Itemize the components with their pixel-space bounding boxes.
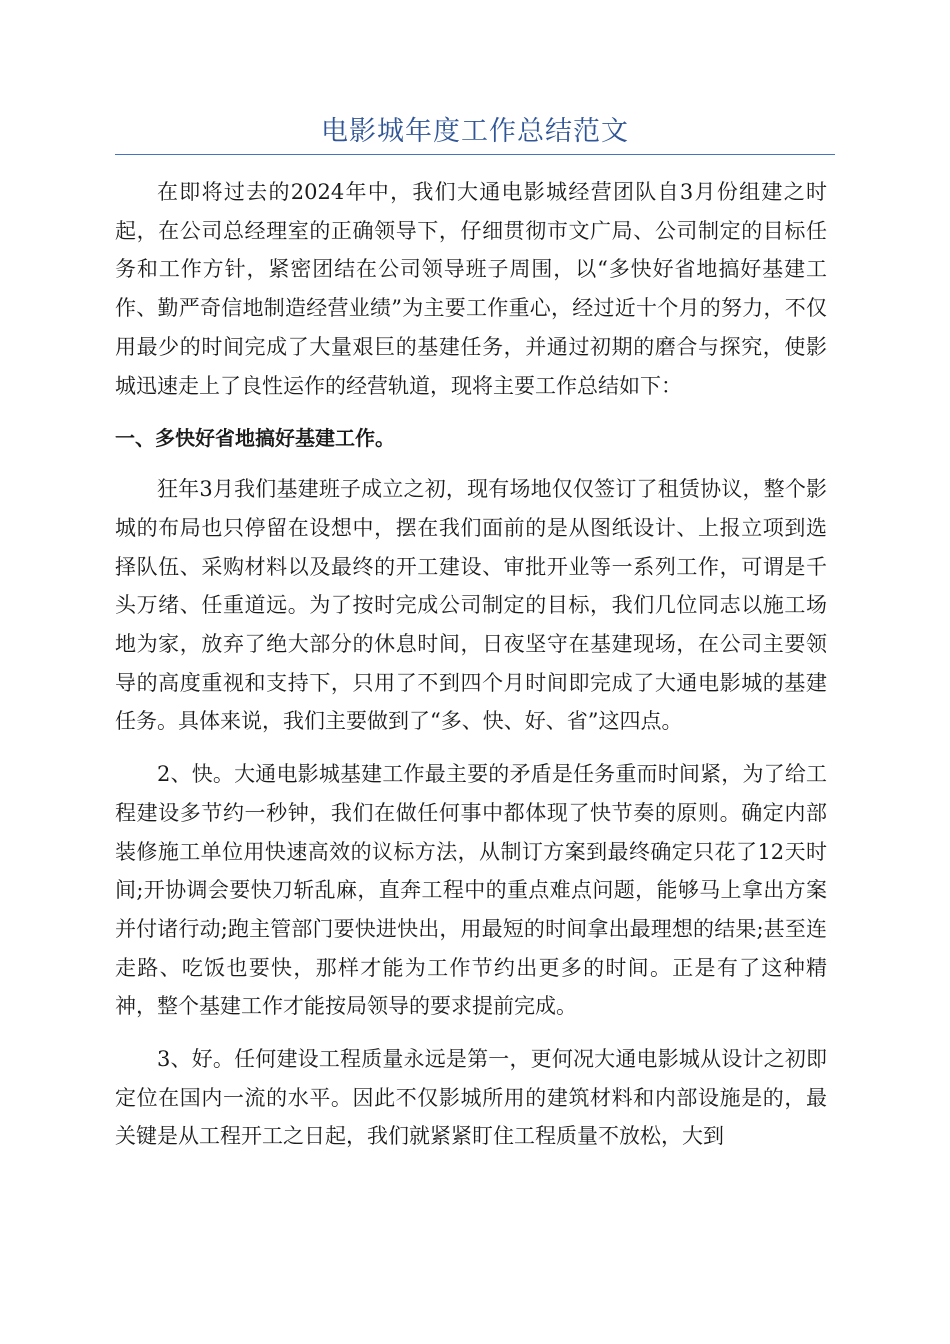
title-underline (115, 154, 835, 155)
paragraph-point-good: 3、好。任何建设工程质量永远是第一，更何况大通电影城从设计之初即定位在国内一流的水平。因此不仅影城所用的建筑材料和内部设施是的，最关键是从工程开工之日起，我们就紧紧盯住工程质量不放松，大到 (115, 1047, 827, 1149)
document-body (115, 173, 827, 1170)
paragraph-intro: 在即将过去的2024年中，我们大通电影城经营团队自3月份组建之时起，在公司总经理室的正确领导下，仔细贯彻市文广局、公司制定的目标任务和工作方针，紧密团结在公司领导班子周围，以“多快好省地搞好基建工作、勤严奇信地制造经营业绩”为主要工作重心，经过近十个月的努力，不仅用最少的时间完成了大量艰巨的基建任务，并通过初期的磨合与探究，使影城迅速走上了良性运作的经营轨道，现将主要工作总结如下： (115, 180, 827, 398)
section-heading-1: 一、多快好省地搞好基建工作。 (115, 426, 395, 451)
document-title: 电影城年度工作总结范文 (321, 116, 629, 147)
paragraph-section-1: 狂年3月我们基建班子成立之初，现有场地仅仅签订了租赁协议，整个影城的布局也只停留在设想中，摆在我们面前的是从图纸设计、上报立项到选择队伍、采购材料以及最终的开工建设、审批开业等一系列工作，可谓是千头万绪、任重道远。为了按时完成公司制定的目标，我们几位同志以施工场地为家，放弃了绝大部分的休息时间，日夜坚守在基建现场，在公司主要领导的高度重视和支持下，只用了不到四个月时间即完成了大通电影城的基建任务。具体来说，我们主要做到了“多、快、好、省”这四点。 (115, 477, 827, 734)
paragraph-point-fast: 2、快。大通电影城基建工作最主要的矛盾是任务重而时间紧，为了给工程建设多节约一秒钟，我们在做任何事中都体现了快节奏的原则。确定内部装修施工单位用快速高效的议标方法，从制订方案到最终确定只花了12天时间;开协调会要快刀斩乱麻，直奔工程中的重点难点问题，能够马上拿出方案并付诸行动;跑主管部门要快进快出，用最短的时间拿出最理想的结果;甚至连走路、吃饭也要快，那样才能为工作节约出更多的时间。正是有了这种精神，整个基建工作才能按局领导的要求提前完成。 (115, 762, 827, 1019)
